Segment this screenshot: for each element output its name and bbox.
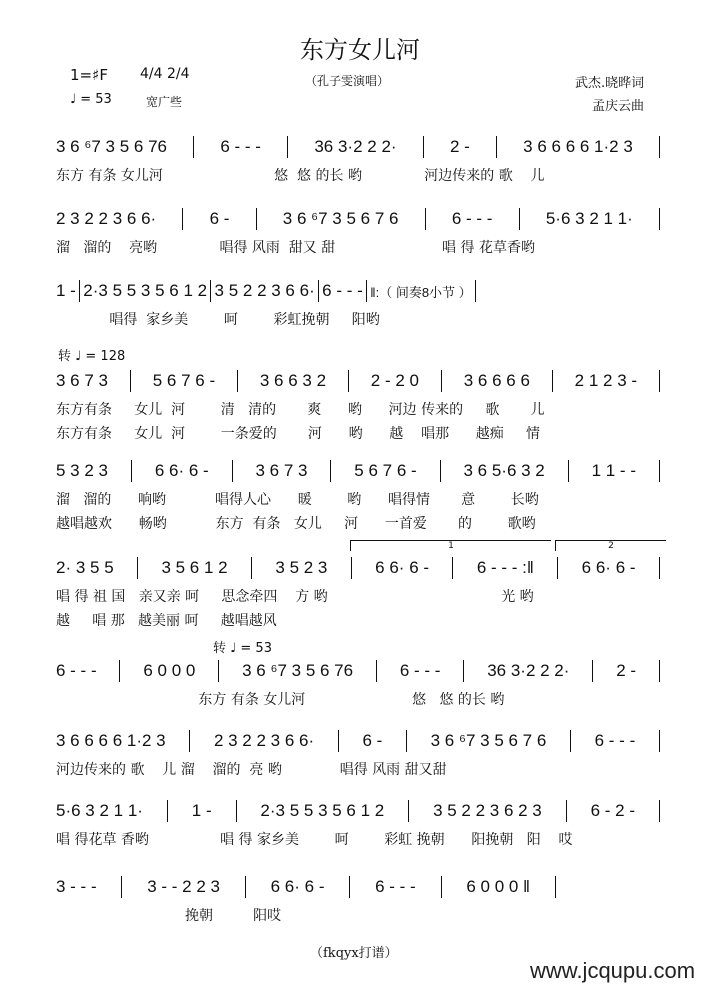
notation-line xyxy=(56,730,660,752)
measure: 36 3·2 2 2· xyxy=(487,661,570,680)
measure: 3 6 ⁶7 3 5 6 76 xyxy=(242,661,354,680)
singer-credit: （孔子雯演唱） xyxy=(305,74,390,88)
barline xyxy=(659,460,660,482)
measure: 3 6 6 6 6 xyxy=(463,371,530,390)
measure: 6 6· 6 - xyxy=(154,461,209,480)
time-signature: 4/4 2/4 xyxy=(140,66,190,82)
measure: 1 1 - - xyxy=(591,461,636,480)
volta-number: 2 xyxy=(608,541,614,551)
lyrics-line: 溜 溜的 亮哟 唱得 风雨 甜又 甜 唱 得 花草香哟 xyxy=(56,240,535,256)
notation-line xyxy=(56,208,660,230)
measure: 6 - - - xyxy=(451,209,493,228)
barline xyxy=(349,876,350,898)
measure: 2· 3 5 5 xyxy=(56,558,114,577)
barline xyxy=(182,208,183,230)
barline xyxy=(592,660,593,682)
lyrics-line: 河边传来的 歌 儿 溜 溜的 亮 哟 唱得 风雨 甜又甜 xyxy=(56,762,447,778)
measure: 3 6 6 6 6 1·2 3 xyxy=(56,731,166,750)
measure: 5 6 7 6 - xyxy=(152,371,216,390)
barline xyxy=(245,876,246,898)
music-system xyxy=(56,280,660,332)
barline xyxy=(441,370,442,392)
notation-line xyxy=(56,800,660,822)
music-system xyxy=(56,876,660,928)
measure: 6 - - - xyxy=(594,731,636,750)
measure: 3 6 ⁶7 3 5 6 7 6 xyxy=(430,731,547,750)
measure: 1 - xyxy=(56,281,76,300)
barline xyxy=(130,370,131,392)
barline xyxy=(232,460,233,482)
measure: 2·3 5 5 3 5 6 1 2 xyxy=(83,281,208,300)
barline xyxy=(423,136,424,158)
measure: 3 6 7 3 xyxy=(56,371,108,390)
music-system xyxy=(56,730,660,782)
barline xyxy=(440,460,441,482)
measure: 3 6 7 3 xyxy=(255,461,308,480)
measure: 3 5 2 3 xyxy=(275,558,328,577)
song-title: 东方女儿河 xyxy=(300,36,420,64)
measure: 6 - xyxy=(209,209,230,228)
lyrics-line: 越唱越欢 畅哟 东方 有条 女儿 河 一首爱 的 歌哟 xyxy=(56,516,536,532)
barline xyxy=(121,876,122,898)
measure: 3 6 6 3 2 xyxy=(259,371,327,390)
transcriber-credit: （fkqyx打谱） xyxy=(310,946,398,961)
barline xyxy=(218,660,219,682)
measure: 2 - 2 0 xyxy=(370,371,419,390)
interlude-note: ‖:（ 间奏8小节 ） xyxy=(370,284,472,300)
measure: 6 - - - :‖ xyxy=(476,558,534,577)
measure: 3 - - 2 2 3 xyxy=(147,877,220,896)
lyrics-line: 越 唱 那 越美丽 呵 越唱越风 xyxy=(56,613,277,629)
notation-line xyxy=(56,660,660,682)
measure: 5·6 3 2 1 1· xyxy=(56,801,143,820)
barline xyxy=(463,660,464,682)
volta-bracket-2 xyxy=(555,540,666,551)
music-system xyxy=(56,460,660,536)
music-system xyxy=(56,370,660,446)
measure: 3 6 5·6 3 2 xyxy=(463,461,545,480)
measure: 2 3 2 2 3 6 6· xyxy=(56,209,157,228)
barline xyxy=(557,557,558,579)
measure: 6 6· 6 - xyxy=(581,558,636,577)
lyrics-line: 东方有条 女儿 河 一条爱的 河 哟 越 唱那 越痴 情 xyxy=(56,426,541,442)
measure: 6 0 0 0 ‖ xyxy=(466,877,531,896)
barline xyxy=(189,730,190,752)
barline xyxy=(659,800,660,822)
barline xyxy=(237,370,238,392)
measure: 2 - xyxy=(616,661,637,680)
volta-number: 1 xyxy=(448,541,454,551)
barline xyxy=(338,730,339,752)
measure: 6 - - - xyxy=(399,661,441,680)
barline xyxy=(330,460,331,482)
measure: 5 3 2 3 xyxy=(56,461,108,480)
notation-line xyxy=(56,136,660,158)
music-system xyxy=(56,557,660,633)
watermark: www.jcqupu.com xyxy=(530,958,696,983)
barline xyxy=(659,370,660,392)
measure: 36 3·2 2 2· xyxy=(314,137,397,156)
barline xyxy=(555,876,556,898)
barline xyxy=(566,800,567,822)
lyrics-line: 唱 得 祖 国 亲又亲 呵 思念牵四 方 哟 光 哟 xyxy=(56,589,534,605)
lyrics-line: 东方 有条 女儿河 悠 悠 的长 哟 河边传来的 歌 儿 xyxy=(56,168,545,184)
barline xyxy=(570,730,571,752)
barline xyxy=(425,208,426,230)
barline xyxy=(256,208,257,230)
measure: 2 1 2 3 - xyxy=(574,371,638,390)
composer-credit: 孟庆云曲 xyxy=(592,99,645,114)
barline xyxy=(193,136,194,158)
notation-line xyxy=(56,280,476,302)
barline xyxy=(406,730,407,752)
notation-line xyxy=(56,876,556,898)
measure: 2 3 2 2 3 6 6· xyxy=(213,731,315,750)
lyricist-credit: 武杰.晓晔词 xyxy=(575,76,645,91)
measure: 3 5 6 1 2 xyxy=(161,558,228,577)
barline xyxy=(210,280,211,302)
notation-line xyxy=(56,557,660,579)
barline xyxy=(659,208,660,230)
tempo-marking: ♩ = 53 xyxy=(70,92,112,107)
measure: 6 6· 6 - xyxy=(270,877,325,896)
measure: 2 - xyxy=(449,137,470,156)
barline xyxy=(137,557,138,579)
measure: 6 - 2 - xyxy=(590,801,635,820)
music-system xyxy=(56,208,660,260)
tempo-change: 转 ♩ = 53 xyxy=(213,641,272,656)
measure: 6 - - - xyxy=(56,661,97,680)
music-system xyxy=(56,660,660,712)
lyrics-line: 挽朝 阳哎 xyxy=(56,908,282,924)
barline xyxy=(496,136,497,158)
measure: 3 5 2 2 3 6 6· xyxy=(214,281,315,300)
measure: 3 6 ⁶7 3 5 6 7 6 xyxy=(282,209,399,228)
barline xyxy=(408,800,409,822)
barline xyxy=(251,557,252,579)
volta-bracket-1 xyxy=(350,540,551,551)
barline xyxy=(659,730,660,752)
music-system xyxy=(56,800,660,852)
measure: 6 6· 6 - xyxy=(375,558,430,577)
measure: 6 0 0 0 xyxy=(143,661,196,680)
measure: 2·3 5 5 3 5 6 1 2 xyxy=(260,801,385,820)
expression-marking: 宽广些 xyxy=(146,95,183,109)
barline xyxy=(552,370,553,392)
music-system xyxy=(56,136,660,188)
measure: 6 - xyxy=(362,731,383,750)
barline xyxy=(441,876,442,898)
lyrics-line: 唱得 家乡美 呵 彩虹挽朝 阳哟 xyxy=(56,312,380,328)
barline xyxy=(659,557,660,579)
measure: 3 6 ⁶7 3 5 6 76 xyxy=(56,137,167,156)
barline xyxy=(79,280,80,302)
measure: 5·6 3 2 1 1· xyxy=(545,209,633,228)
lyrics-line: 唱 得花草 香哟 唱 得 家乡美 呵 彩虹 挽朝 阳挽朝 阳 哎 xyxy=(56,832,573,848)
measure: 6 - - - xyxy=(322,281,363,300)
lyrics-line: 东方有条 女儿 河 清 清的 爽 哟 河边 传来的 歌 儿 xyxy=(56,402,545,418)
barline xyxy=(366,280,367,302)
measure: 6 - - - xyxy=(375,877,416,896)
barline xyxy=(659,660,660,682)
lyrics-line: 东方 有条 女儿河 悠 悠 的长 哟 xyxy=(56,692,505,708)
measure: 3 5 2 2 3 6 2 3 xyxy=(433,801,542,820)
barline xyxy=(519,208,520,230)
barline xyxy=(236,800,237,822)
measure: 3 6 6 6 6 1·2 3 xyxy=(523,137,633,156)
barline xyxy=(318,280,319,302)
measure: 3 - - - xyxy=(56,877,97,896)
barline xyxy=(659,136,660,158)
tempo-change: 转 ♩ = 128 xyxy=(58,349,126,364)
barline xyxy=(167,800,168,822)
barline xyxy=(351,557,352,579)
measure: 5 6 7 6 - xyxy=(354,461,417,480)
barline xyxy=(475,280,476,302)
key-signature: 1=♯F xyxy=(70,66,108,84)
measure: 6 - - - xyxy=(220,137,261,156)
barline xyxy=(568,460,569,482)
barline xyxy=(348,370,349,392)
notation-line xyxy=(56,370,660,392)
barline xyxy=(131,460,132,482)
measure: 1 - xyxy=(191,801,212,820)
notation-line xyxy=(56,460,660,482)
barline xyxy=(119,660,120,682)
lyrics-line: 溜 溜的 响哟 唱得人心 暖 哟 唱得情 意 长哟 xyxy=(56,492,539,508)
barline xyxy=(287,136,288,158)
barline xyxy=(376,660,377,682)
barline xyxy=(452,557,453,579)
